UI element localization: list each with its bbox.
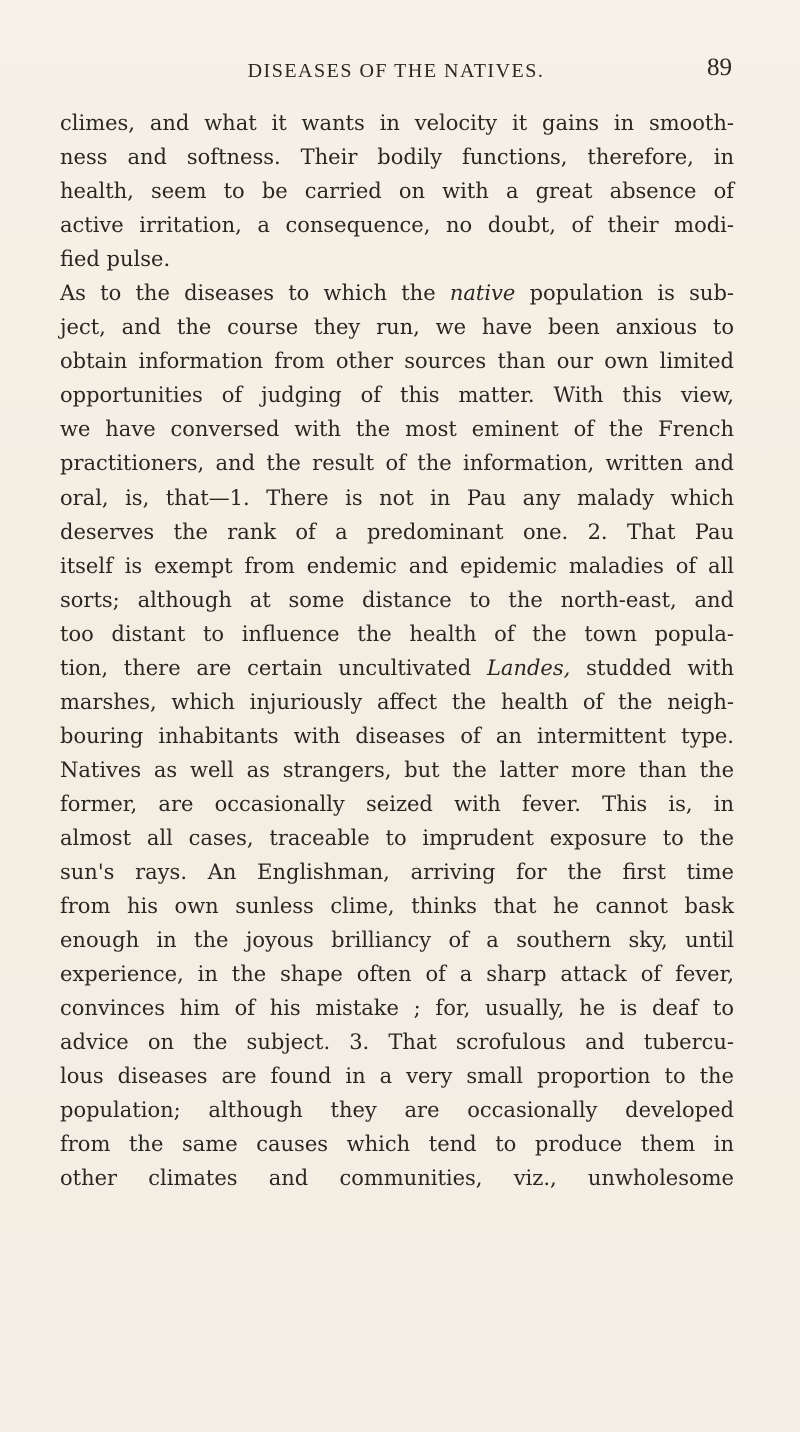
text-segment: health, seem to be carried on with a great absence of: [60, 179, 734, 204]
body-text: [60, 106, 734, 1196]
text-line: [60, 140, 734, 174]
text-segment: too distant to influence the health of the town popula-: [60, 621, 734, 646]
page-number: 89: [707, 54, 732, 81]
text-segment: other climates and communities, viz., unwholesome: [60, 1166, 734, 1191]
text-segment: population is sub-: [515, 281, 734, 306]
text-segment: experience, in the shape often of a sharp attack of fever,: [60, 962, 734, 987]
text-line: [60, 276, 734, 310]
text-line: [60, 549, 734, 583]
text-line: [60, 583, 734, 617]
text-line: [60, 991, 734, 1025]
text-line: [60, 106, 734, 140]
text-segment: bouring inhabitants with diseases of an intermittent type.: [60, 723, 734, 748]
text-line: [60, 855, 734, 889]
text-line: [60, 1127, 734, 1161]
text-segment: from the same causes which tend to produce them in: [60, 1132, 734, 1157]
text-segment: we have conversed with the most eminent of the French: [60, 417, 734, 442]
text-segment: oral, is, that—1. There is not in Pau any malady which: [60, 485, 734, 510]
text-line: [60, 515, 734, 549]
text-segment: ness and softness. Their bodily functions, therefore, in: [60, 145, 734, 170]
text-line: [60, 923, 734, 957]
text-segment: fied pulse.: [60, 247, 171, 272]
text-segment: enough in the joyous brilliancy of a southern sky, until: [60, 928, 734, 953]
text-segment: active irritation, a consequence, no doubt, of their modi-: [60, 213, 734, 238]
text-line: [60, 753, 734, 787]
text-line: [60, 242, 734, 276]
text-line: [60, 617, 734, 651]
text-segment: deserves the rank of a predominant one. 2. That Pau: [60, 519, 734, 544]
text-segment: lous diseases are found in a very small proportion to the: [60, 1064, 734, 1089]
running-head: [60, 52, 732, 92]
text-segment: marshes, which injuriously affect the health of the neigh-: [60, 689, 734, 714]
text-segment: As to the diseases to which the: [60, 281, 450, 306]
text-line: [60, 344, 734, 378]
text-segment: ject, and the course they run, we have been anxious to: [60, 315, 734, 340]
text-line: [60, 957, 734, 991]
text-line: [60, 719, 734, 753]
text-segment: itself is exempt from endemic and epidemic maladies of all: [60, 553, 734, 578]
text-segment: studded with: [570, 655, 734, 680]
text-line: [60, 787, 734, 821]
text-segment: tion, there are certain uncultivated: [60, 655, 487, 680]
text-segment: advice on the subject. 3. That scrofulous and tubercu-: [60, 1030, 734, 1055]
text-line: [60, 685, 734, 719]
text-segment: Natives as well as strangers, but the latter more than the: [60, 757, 734, 782]
text-line: [60, 446, 734, 480]
text-line: [60, 1025, 734, 1059]
text-line: [60, 378, 734, 412]
text-segment: climes, and what it wants in velocity it gains in smooth-: [60, 111, 734, 135]
text-segment: population; although they are occasionally developed: [60, 1098, 734, 1123]
text-segment: almost all cases, traceable to imprudent exposure to the: [60, 825, 734, 850]
text-line: [60, 889, 734, 923]
text-line: [60, 651, 734, 685]
text-segment: obtain information from other sources than our own limited: [60, 349, 734, 374]
italic-text: native: [449, 281, 516, 306]
text-segment: convinces him of his mistake ; for, usually, he is deaf to: [60, 996, 734, 1021]
text-segment: sorts; although at some distance to the north-east, and: [60, 587, 734, 612]
running-title: DISEASES OF THE NATIVES.: [247, 60, 545, 82]
text-segment: practitioners, and the result of the information, written and: [60, 451, 734, 476]
text-segment: opportunities of judging of this matter. With this view,: [60, 383, 734, 408]
text-line: [60, 1059, 734, 1093]
text-line: [60, 310, 734, 344]
text-segment: from his own sunless clime, thinks that he cannot bask: [60, 894, 734, 919]
text-segment: sun's rays. An Englishman, arriving for the first time: [60, 860, 734, 885]
text-line: [60, 1093, 734, 1127]
text-line: [60, 174, 734, 208]
italic-text: Landes,: [486, 655, 571, 680]
text-line: [60, 481, 734, 515]
text-line: [60, 208, 734, 242]
text-segment: former, are occasionally seized with fever. This is, in: [60, 791, 734, 816]
text-line: [60, 412, 734, 446]
text-line: [60, 1161, 734, 1195]
text-line: [60, 821, 734, 855]
